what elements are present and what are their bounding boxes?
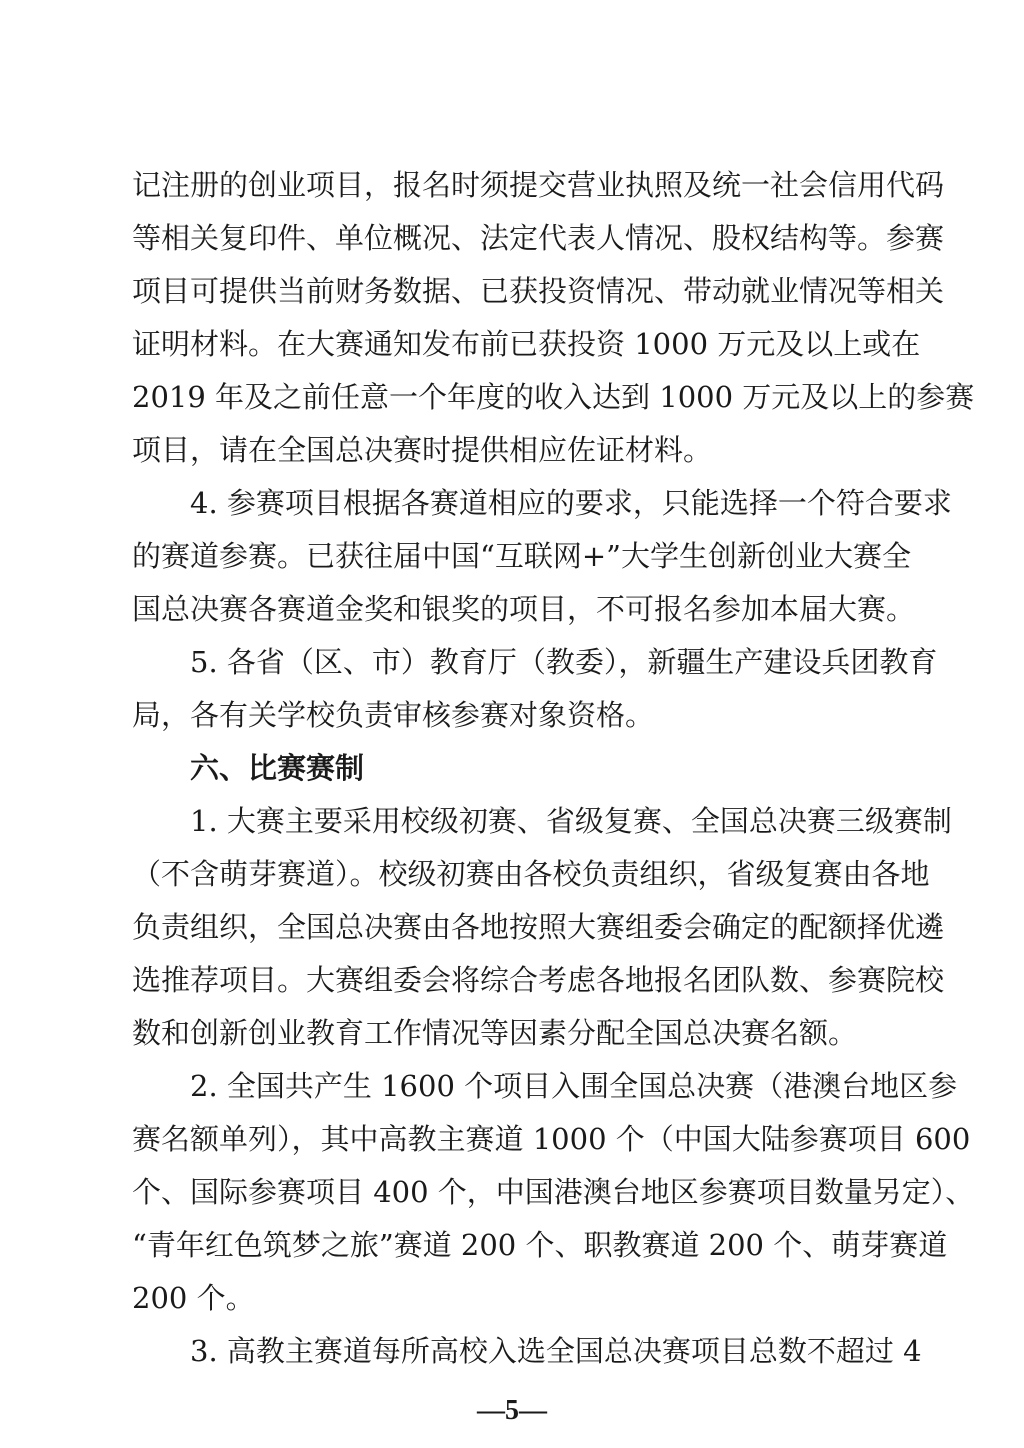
text-line: 局，各有关学校负责审核参赛对象资格。 (132, 698, 655, 732)
page-number: —5— (477, 1395, 547, 1426)
text-line: 赛名额单列），其中高教主赛道 1000 个（中国大陆参赛项目 600 (132, 1122, 971, 1156)
text-line: 选推荐项目。大赛组委会将综合考虑各地报名团队数、参赛院校 (132, 963, 945, 997)
text-line: 数和创新创业教育工作情况等因素分配全国总决赛名额。 (132, 1016, 858, 1050)
text-line: 的赛道参赛。已获往届中国“互联网+”大学生创新创业大赛全 (132, 539, 911, 573)
text-line: 5. 各省（区、市）教育厅（教委），新疆生产建设兵团教育 (190, 645, 938, 679)
text-line: 项目可提供当前财务数据、已获投资情况、带动就业情况等相关 (132, 274, 945, 308)
text-line: 证明材料。在大赛通知发布前已获投资 1000 万元及以上或在 (132, 327, 921, 361)
text-line: “青年红色筑梦之旅”赛道 200 个、职教赛道 200 个、萌芽赛道 (132, 1228, 948, 1262)
section-heading: 六、比赛赛制 (190, 751, 365, 785)
text-line: 1. 大赛主要采用校级初赛、省级复赛、全国总决赛三级赛制 (190, 804, 952, 838)
text-line: （不含萌芽赛道）。校级初赛由各校负责组织，省级复赛由各地 (132, 857, 930, 891)
text-line: 等相关复印件、单位概况、法定代表人情况、股权结构等。参赛 (132, 221, 945, 255)
text-line: 负责组织，全国总决赛由各地按照大赛组委会确定的配额择优遴 (132, 910, 945, 944)
text-line: 3. 高教主赛道每所高校入选全国总决赛项目总数不超过 4 (190, 1334, 922, 1368)
text-line: 200 个。 (132, 1281, 255, 1315)
text-line: 个、国际参赛项目 400 个，中国港澳台地区参赛项目数量另定）、 (132, 1175, 975, 1209)
text-line: 2. 全国共产生 1600 个项目入围全国总决赛（港澳台地区参 (190, 1069, 958, 1103)
text-line: 国总决赛各赛道金奖和银奖的项目，不可报名参加本届大赛。 (132, 592, 916, 626)
text-line: 项目，请在全国总决赛时提供相应佐证材料。 (132, 433, 713, 467)
text-line: 记注册的创业项目，报名时须提交营业执照及统一社会信用代码 (132, 168, 945, 202)
text-line: 4. 参赛项目根据各赛道相应的要求，只能选择一个符合要求 (190, 486, 952, 520)
text-line: 2019 年及之前任意一个年度的收入达到 1000 万元及以上的参赛 (132, 380, 975, 414)
